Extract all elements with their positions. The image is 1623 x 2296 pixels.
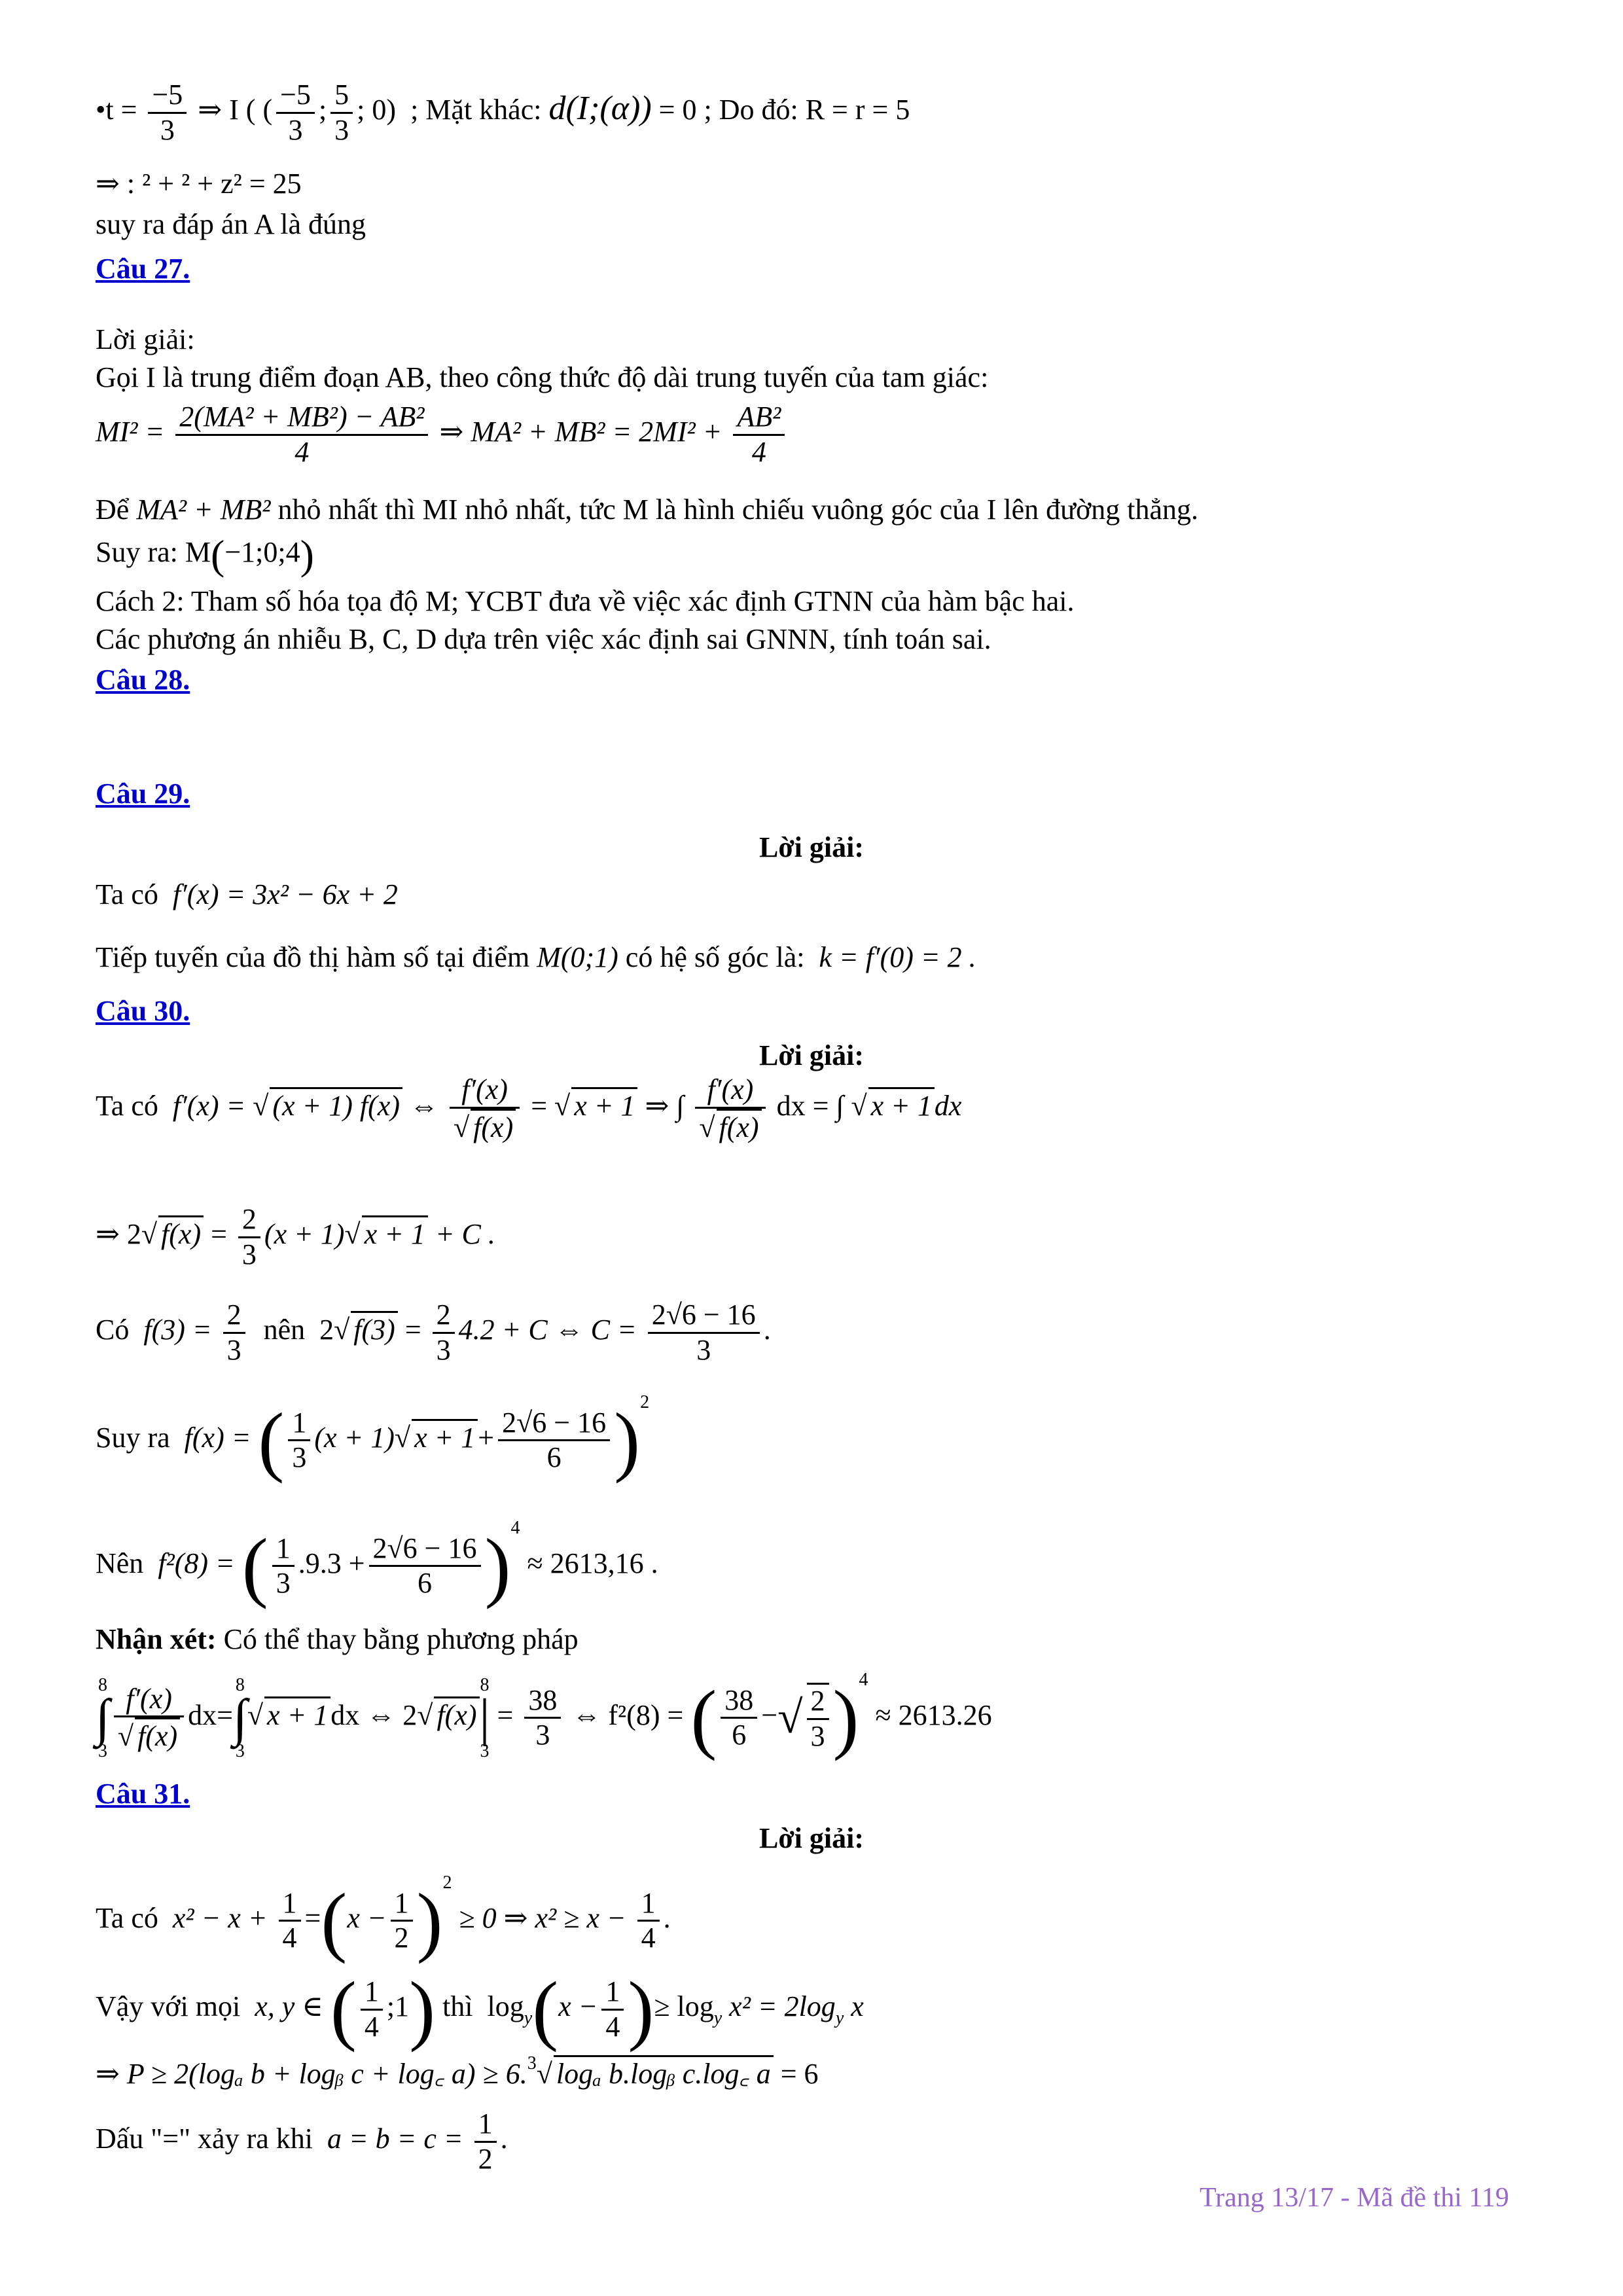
heading-cau-30: Câu 30. (96, 995, 190, 1027)
fraction (223, 1299, 245, 1367)
sqrt-sign (334, 1314, 349, 1346)
math: ⇒ 2 (96, 1218, 141, 1251)
text: . (663, 1902, 671, 1934)
loi-giai-30: Lời giải: (758, 1039, 865, 1071)
fraction (637, 1887, 660, 1955)
math: f(x) = (184, 1422, 251, 1454)
math: a = b = c = (327, 2123, 463, 2155)
radicand: x + 1 (412, 1419, 478, 1454)
text: Ta có (96, 878, 158, 910)
fraction (279, 1887, 301, 1955)
fraction (391, 1887, 413, 1955)
denominator: 4 (751, 435, 766, 468)
math: 2 (319, 1314, 334, 1346)
math: ⇔ f²(8) = (572, 1699, 684, 1731)
math: dx= (188, 1699, 233, 1731)
math: ⇔ (410, 1090, 438, 1122)
text: Có thể thay bằng phương pháp (223, 1623, 579, 1655)
numerator: 5 (330, 79, 353, 114)
text: Suy ra: M (96, 536, 211, 569)
q31-line-3 (96, 2053, 819, 2092)
fraction (369, 1532, 481, 1600)
fraction (276, 79, 315, 147)
fraction (601, 1975, 624, 2043)
root-index: 3 (527, 2053, 537, 2073)
numerator: 1 (288, 1407, 310, 1442)
exponent: 2 (442, 1873, 452, 1893)
math: = (304, 1902, 321, 1934)
text: ; Mặt khác: (410, 94, 542, 126)
q30-line-4 (96, 1391, 650, 1484)
loi-giai-27: Lời giải: (96, 323, 195, 355)
fraction (733, 401, 785, 469)
numerator: 2(MA² + MB²) − AB² (175, 401, 428, 436)
math: M(0;1) (537, 941, 618, 973)
evaluation-bar (480, 1676, 490, 1761)
sqrt-sign (417, 1699, 433, 1731)
numerator: f′(x) (114, 1683, 184, 1718)
denominator: 4 (605, 2010, 620, 2043)
fraction (721, 1684, 757, 1752)
math: log (487, 1990, 524, 2023)
denominator (695, 1109, 765, 1145)
paren: ( (211, 531, 225, 578)
math: f′(x) = (172, 1090, 246, 1122)
math: d(I;(α)) (548, 90, 652, 128)
q30-line-5 (96, 1517, 658, 1609)
q27-line-4 (96, 531, 314, 578)
fraction (148, 79, 187, 147)
text: Có (96, 1314, 130, 1346)
q27-line-5: Cách 2: Tham số hóa tọa độ M; YCBT đưa về việc xác định GTNN của hàm bậc hai. (96, 585, 1075, 617)
text: = 0 ; Do đó: R = r = 5 (658, 94, 910, 126)
subscript: y (835, 2008, 844, 2029)
math: ≈ 2613.26 (875, 1699, 992, 1731)
math: ;1 (386, 1990, 410, 2023)
denominator: 3 (436, 1333, 451, 1366)
integral (233, 1676, 247, 1761)
text: Ta có (96, 1902, 158, 1934)
denominator: 3 (226, 1333, 241, 1366)
paren-open: ( (690, 1674, 717, 1761)
bar: | (479, 1689, 490, 1747)
numerator: 1 (601, 1975, 624, 2011)
paren-close: ) (614, 1396, 641, 1484)
exponent: 4 (510, 1518, 520, 1538)
q29-line-2 (96, 940, 976, 975)
lower-limit: 3 (235, 1740, 245, 1761)
math: f′(x) = 3x² − 6x + 2 (172, 878, 398, 910)
math: MI² = (96, 416, 165, 448)
q30-remark-formula (96, 1669, 992, 1761)
q30-line-2 (96, 1203, 495, 1271)
text: có hệ số góc là: (625, 941, 805, 973)
paren-open: ( (330, 1965, 357, 2053)
lower-limit: 3 (98, 1740, 107, 1761)
heading-cau-28: Câu 28. (96, 664, 190, 696)
sqrt-sign (141, 1218, 157, 1250)
math: (x + 1) (314, 1422, 395, 1454)
text: . (500, 2123, 508, 2155)
numerator: −5 (148, 79, 187, 114)
math: = (404, 1314, 421, 1346)
text: nên (263, 1314, 306, 1346)
lower-limit: 3 (480, 1740, 490, 1761)
denominator: 6 (732, 1719, 747, 1751)
sqrt-sign (253, 1090, 268, 1122)
fraction (433, 1299, 455, 1367)
sqrt-sign (851, 1090, 866, 1122)
loi-giai-29: Lời giải: (758, 831, 865, 863)
text: •t = (96, 94, 137, 126)
paren-close: ) (416, 1876, 443, 1964)
denominator: 2 (394, 1922, 409, 1954)
denominator: 4 (294, 435, 310, 468)
denominator: 6 (418, 1567, 433, 1600)
fraction (648, 1299, 760, 1367)
math: f²(8) = (158, 1547, 235, 1579)
intro-line-1 (96, 79, 910, 147)
numerator: 1 (637, 1887, 660, 1922)
math: x − (347, 1902, 387, 1934)
numerator: 2 (433, 1299, 455, 1334)
radicand: x + 1 (362, 1215, 428, 1250)
text: Vậy với mọi (96, 1990, 241, 2023)
radicand: f(x) (717, 1109, 762, 1143)
math: = (531, 1090, 548, 1122)
math: dx = ∫ (776, 1090, 844, 1122)
math: + (478, 1422, 495, 1454)
radicand: (x + 1) f(x) (270, 1087, 402, 1122)
math: MA² + MB² (136, 493, 271, 526)
denominator: 3 (696, 1333, 711, 1366)
denominator (450, 1109, 520, 1145)
denominator: 3 (292, 1441, 307, 1474)
denominator: 3 (810, 1719, 825, 1752)
numerator: 1 (272, 1532, 294, 1568)
sqrt-sign (247, 1699, 263, 1731)
fraction (272, 1532, 294, 1600)
numerator: 1 (474, 2108, 497, 2143)
paren-close: ) (628, 1965, 654, 2053)
intro-line-2: ⇒ : ² + ² + z² = 25 (96, 168, 302, 200)
math: k = f′(0) = 2 . (819, 941, 976, 973)
numerator: 1 (361, 1975, 383, 2011)
numerator: f′(x) (450, 1073, 520, 1109)
sqrt-sign (118, 1720, 134, 1752)
subscript: y (713, 2008, 722, 2029)
denominator (114, 1717, 184, 1753)
text: Tiếp tuyến của đồ thị hàm số tại điểm (96, 941, 530, 973)
paren-open: ( (258, 1396, 285, 1484)
q27-line-1: Gọi I là trung điểm đoạn AB, theo công thức độ dài trung tuyến của tam giác: (96, 361, 989, 393)
denominator: 4 (364, 2010, 379, 2043)
text: nhỏ nhất thì MI nhỏ nhất, tức M là hình chiếu vuông góc của I lên đường thẳng. (277, 493, 1199, 526)
numerator: f′(x) (695, 1073, 765, 1109)
sqrt-sign (537, 2058, 552, 2090)
paren-close: ) (484, 1522, 511, 1609)
math: ⇒ ∫ (645, 1090, 685, 1122)
q30-line-1 (96, 1073, 961, 1144)
radicand: f(3) (351, 1311, 398, 1346)
numerator: 2√6 − 16 (369, 1532, 481, 1568)
heading-cau-31: Câu 31. (96, 1778, 190, 1810)
upper-limit: 8 (480, 1674, 490, 1695)
denominator: 3 (288, 113, 303, 146)
q31-line-4 (96, 2108, 508, 2176)
fraction (330, 79, 353, 147)
intro-line-3: suy ra đáp án A là đúng (96, 208, 366, 240)
math: = (211, 1218, 227, 1251)
numerator: 38 (524, 1684, 561, 1719)
math: x² − x + (172, 1902, 268, 1934)
q31-line-2 (96, 1965, 864, 2053)
fraction (807, 1683, 829, 1753)
sqrt-sign (777, 1693, 802, 1743)
exponent: 2 (640, 1392, 650, 1412)
math: dx (934, 1090, 962, 1122)
denominator: 2 (478, 2142, 493, 2175)
denominator: 3 (334, 113, 349, 146)
sqrt-sign (554, 1090, 570, 1122)
math: − (761, 1699, 778, 1731)
q29-line-1 (96, 877, 398, 912)
fraction (524, 1684, 561, 1752)
page-footer: Trang 13/17 - Mã đề thi 119 (1200, 2183, 1509, 2213)
text: Suy ra (96, 1422, 170, 1454)
integral-sign: ∫ (96, 1689, 110, 1747)
math: (x + 1) (264, 1218, 345, 1251)
radicand: f(x) (434, 1696, 479, 1731)
numerator: 38 (721, 1684, 757, 1719)
paren-close: ) (409, 1965, 436, 2053)
text: thì (442, 1990, 473, 2023)
sqrt-sign (344, 1218, 360, 1250)
text: Nên (96, 1547, 144, 1579)
math: dx ⇔ 2 (330, 1699, 418, 1731)
text: . (763, 1314, 771, 1346)
sqrt-sign (454, 1111, 469, 1143)
radicand: logₐ b.logᵦ c.log꜀ a (554, 2055, 774, 2090)
fraction (361, 1975, 383, 2043)
upper-limit: 8 (98, 1674, 107, 1695)
sqrt-sign (699, 1111, 715, 1143)
radicand: x + 1 (264, 1696, 330, 1731)
numerator: 2 (238, 1203, 260, 1238)
integral (96, 1676, 110, 1761)
fraction (695, 1073, 765, 1144)
q31-line-1 (96, 1872, 671, 1964)
paren: ) (300, 531, 314, 578)
radicand: f(x) (135, 1717, 180, 1752)
integral-sign: ∫ (232, 1689, 247, 1747)
math: = 6 (780, 2058, 819, 2090)
fraction (474, 2108, 497, 2176)
fraction (238, 1203, 260, 1271)
q27-line-3 (96, 492, 1198, 528)
subscript: y (524, 2008, 533, 2029)
math: ≥ 0 ⇒ x² ≥ x − (459, 1902, 626, 1934)
heading-cau-27: Câu 27. (96, 253, 190, 285)
denominator: 4 (641, 1922, 656, 1954)
numerator: 2 (807, 1685, 829, 1720)
denominator: 4 (282, 1922, 297, 1954)
math: ≈ 2613,16 . (527, 1547, 658, 1579)
paren-open: ( (241, 1522, 268, 1609)
numerator: −5 (276, 79, 315, 114)
denominator: 3 (535, 1719, 550, 1751)
math: 4.2 + C ⇔ C = (458, 1314, 637, 1346)
q27-line-6: Các phương án nhiễu B, C, D dựa trên việc xác định sai GNNN, tính toán sai. (96, 623, 991, 655)
math: ⇒ P ≥ 2(logₐ b + logᵦ c + log꜀ a) ≥ 6. (96, 2058, 527, 2090)
paren-close: ) (832, 1674, 859, 1761)
text: ; (318, 94, 327, 126)
text: ⇒ I ( ( (198, 94, 273, 126)
denominator: 3 (160, 113, 175, 146)
numerator: 2 (223, 1299, 245, 1334)
math: + C . (435, 1218, 495, 1251)
q30-remark (96, 1622, 579, 1657)
math: f(3) = (143, 1314, 212, 1346)
q30-line-3 (96, 1299, 771, 1367)
math: ⇒ MA² + MB² = 2MI² + (439, 416, 722, 448)
text: Để (96, 493, 130, 526)
sqrt-sign (395, 1422, 410, 1454)
fraction (498, 1407, 610, 1475)
denominator: 6 (546, 1441, 562, 1474)
fraction (288, 1407, 310, 1475)
fraction (450, 1073, 520, 1144)
paren-open: ( (321, 1876, 348, 1964)
text: Ta có (96, 1090, 158, 1122)
heading-cau-29: Câu 29. (96, 778, 190, 810)
denominator: 3 (241, 1238, 257, 1270)
math: .9.3 + (298, 1547, 365, 1579)
text: ; 0) (357, 94, 397, 126)
math: ≥ log (654, 1990, 714, 2023)
math: −1;0;4 (224, 536, 300, 569)
fraction (175, 401, 428, 469)
radicand: x + 1 (868, 1087, 935, 1122)
math: x − (558, 1990, 598, 2023)
numerator: 2√6 − 16 (648, 1299, 760, 1334)
radicand: x + 1 (571, 1087, 637, 1122)
radicand: f(x) (471, 1109, 516, 1143)
upper-limit: 8 (235, 1674, 245, 1695)
q27-formula (96, 401, 789, 469)
numerator: 1 (391, 1887, 413, 1922)
remark-label: Nhận xét: (96, 1623, 217, 1655)
math: = (497, 1699, 514, 1731)
loi-giai-31: Lời giải: (758, 1822, 865, 1854)
exponent: 4 (859, 1670, 868, 1690)
numerator: 2√6 − 16 (498, 1407, 610, 1442)
math: x (851, 1990, 864, 2023)
numerator: 1 (279, 1887, 301, 1922)
radicand: f(x) (158, 1215, 204, 1250)
fraction (114, 1683, 184, 1753)
denominator: 3 (276, 1567, 291, 1600)
numerator: AB² (733, 401, 785, 436)
math: x² = 2log (729, 1990, 836, 2023)
text: Dấu "=" xảy ra khi (96, 2123, 313, 2155)
math: x, y ∈ (255, 1990, 323, 2023)
paren-open: ( (532, 1965, 559, 2053)
